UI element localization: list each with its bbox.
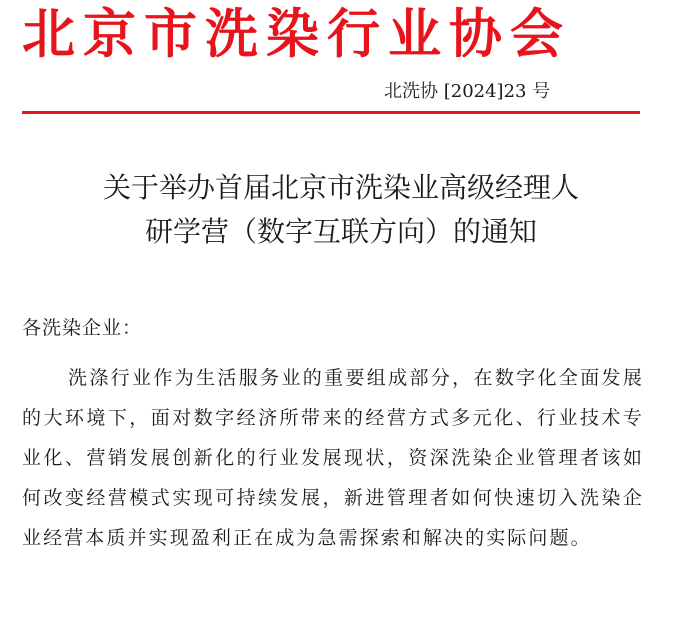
document-title bbox=[30, 166, 652, 254]
masthead-red-rule bbox=[22, 111, 640, 114]
body-paragraph-1: 洗涤行业作为生活服务业的重要组成部分，在数字化全面发展的大环境下，面对数字经济所带来的经营方式多元化、行业技术专业化、营销发展创新化的行业发展现状，资深洗染企业管理者该如何改变经营模式实现可持续发展，新进管理者如何快速切入洗染企业经营本质并实现盈利正在成为急需探索和解决的实际问题。 bbox=[22, 367, 644, 549]
title-line-2: 研学营（数字互联方向）的通知 bbox=[144, 215, 537, 248]
document-number: 北洗协 [2024]23 号 bbox=[384, 81, 551, 102]
masthead-org-name: 北京市洗染行业协会 bbox=[22, 4, 571, 65]
salutation: 各洗染企业： bbox=[22, 317, 143, 339]
title-line-1: 关于举办首届北京市洗染业高级经理人 bbox=[102, 171, 579, 204]
